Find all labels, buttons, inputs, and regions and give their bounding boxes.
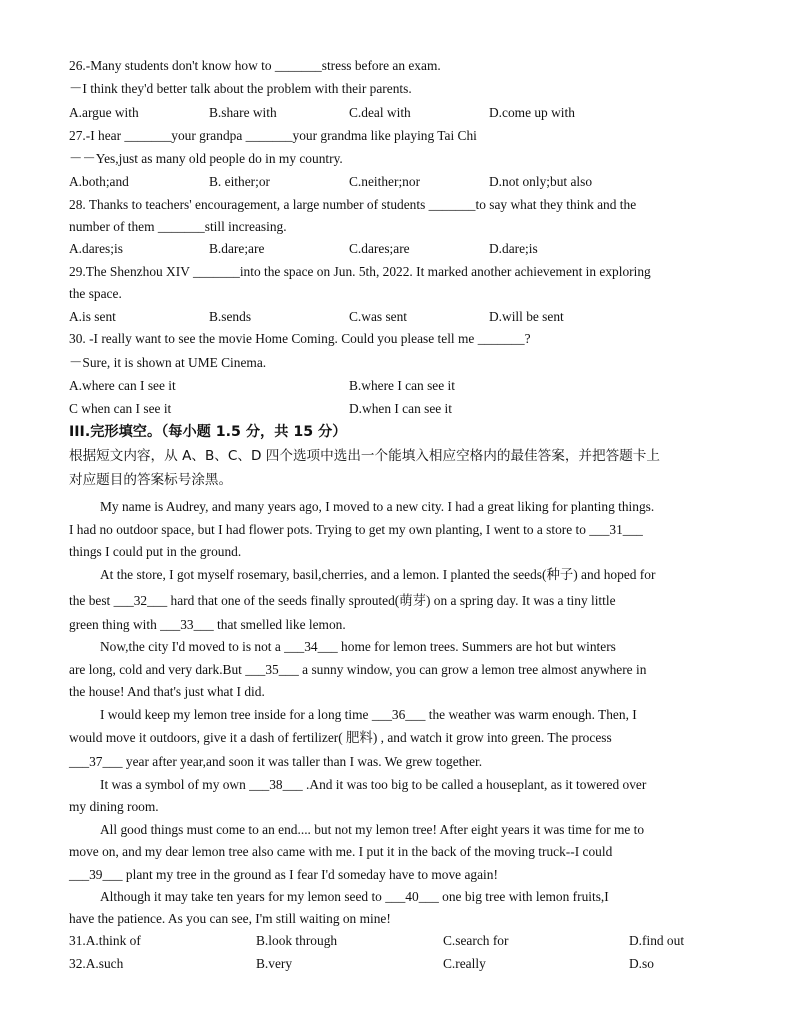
passage-line: ___39___ plant my tree in the ground as I fear I'd someday have to move again! [69,867,498,882]
q28-option-c: C.dares;are [349,241,410,256]
q30-option-c: C when can I see it [69,401,172,416]
q28-stem-cont: number of them _______still increasing. [69,219,287,234]
q26-stem: 26.-Many students don't know how to _______stress before an exam. [69,58,441,73]
q27-stem: 27.-I hear _______your grandpa _______your grandma like playing Tai Chi [69,128,477,143]
q27-option-a: A.both;and [69,174,129,189]
q29-option-c: C.was sent [349,309,408,324]
q31-option-b: B.look through [256,933,338,948]
q29-option-d: D.will be sent [489,309,564,324]
q27-option-c: C.neither;nor [349,174,421,189]
q32-option-d: D.so [629,956,654,971]
q31-option-a: 31.A.think of [69,933,141,948]
q28-option-b: B.dare;are [209,241,265,256]
q26-option-c: C.deal with [349,105,411,120]
section-instructions-line1: 根据短文内容，从 A、B、C、D 四个选项中选出一个能填入相应空格内的最佳答案，并把答题卡上 [69,448,660,464]
passage-line: Now,the city I'd moved to is not a ___34___ home for lemon trees. Summers are hot but winters [100,639,616,654]
q29-option-b: B.sends [209,309,252,324]
passage-line: green thing with ___33___ that smelled like lemon. [69,617,346,632]
q29-stem: 29.The Shenzhou XIV _______into the space on Jun. 5th, 2022. It marked another achievement in exploring [69,264,651,279]
q28-option-d: D.dare;is [489,241,538,256]
q32-option-c: C.really [443,956,486,971]
q30-option-d: D.when I can see it [349,401,452,416]
q26-option-b: B.share with [209,105,277,120]
q26-response: －I think they'd better talk about the problem with their parents. [69,81,412,96]
passage-line: My name is Audrey, and many years ago, I moved to a new city. I had a great liking for planting things. [100,499,655,514]
q32-option-b: B.very [256,956,293,971]
passage-line: things I could put in the ground. [69,544,242,559]
q30-response: －Sure, it is shown at UME Cinema. [69,355,267,370]
passage-line: ___37___ year after year,and soon it was taller than I was. We grew together. [69,754,483,769]
passage-line: move on, and my dear lemon tree also came with me. I put it in the back of the moving truck--I could [69,844,613,859]
q26-option-d: D.come up with [489,105,575,120]
q30-option-b: B.where I can see it [349,378,455,393]
q32-option-a: 32.A.such [69,956,124,971]
q28-option-a: A.dares;is [69,241,123,256]
q31-option-d: D.find out [629,933,685,948]
passage-line: the best ___32___ hard that one of the seeds finally sprouted(萌芽) on a spring day. It was a tiny little [69,593,616,608]
q29-stem-cont: the space. [69,286,122,301]
passage-line: my dining room. [69,799,159,814]
q26-option-a: A.argue with [69,105,139,120]
passage-line: are long, cold and very dark.But ___35___ a sunny window, you can grow a lemon tree almost anywhere in [69,662,647,677]
passage-line: It was a symbol of my own ___38___ .And it was too big to be called a houseplant, as it towered over [100,777,647,792]
q27-response: －－Yes,just as many old people do in my country. [69,151,343,166]
q28-stem: 28. Thanks to teachers' encouragement, a large number of students _______to say what they think and the [69,197,637,212]
q30-stem: 30. -I really want to see the movie Home Coming. Could you please tell me _______? [69,331,531,346]
q30-option-a: A.where can I see it [69,378,176,393]
passage-line: the house! And that's just what I did. [69,684,265,699]
passage-line: All good things must come to an end.... but not my lemon tree! After eight years it was time for me to [100,822,645,837]
q27-option-d: D.not only;but also [489,174,593,189]
section-heading: III.完形填空。（每小题 1.5 分，共 15 分） [69,424,347,440]
passage-line: At the store, I got myself rosemary, basil,cherries, and a lemon. I planted the seeds(种子) and hoped for [100,567,656,582]
q29-option-a: A.is sent [69,309,116,324]
section-instructions-line2: 对应题目的答案标号涂黑。 [69,472,233,488]
q31-option-c: C.search for [443,933,509,948]
passage-line: Although it may take ten years for my lemon seed to ___40___ one big tree with lemon fruits,I [100,889,609,904]
passage-line: have the patience. As you can see, I'm still waiting on mine! [69,911,391,926]
passage-line: I would keep my lemon tree inside for a long time ___36___ the weather was warm enough. Then, I [100,707,637,722]
passage-line: I had no outdoor space, but I had flower pots. Trying to get my own planting, I went to a store to ___31___ [69,522,643,537]
passage-line: would move it outdoors, give it a dash of fertilizer( 肥料) , and watch it grow into green. The process [69,730,612,745]
q27-option-b: B. either;or [209,174,270,189]
